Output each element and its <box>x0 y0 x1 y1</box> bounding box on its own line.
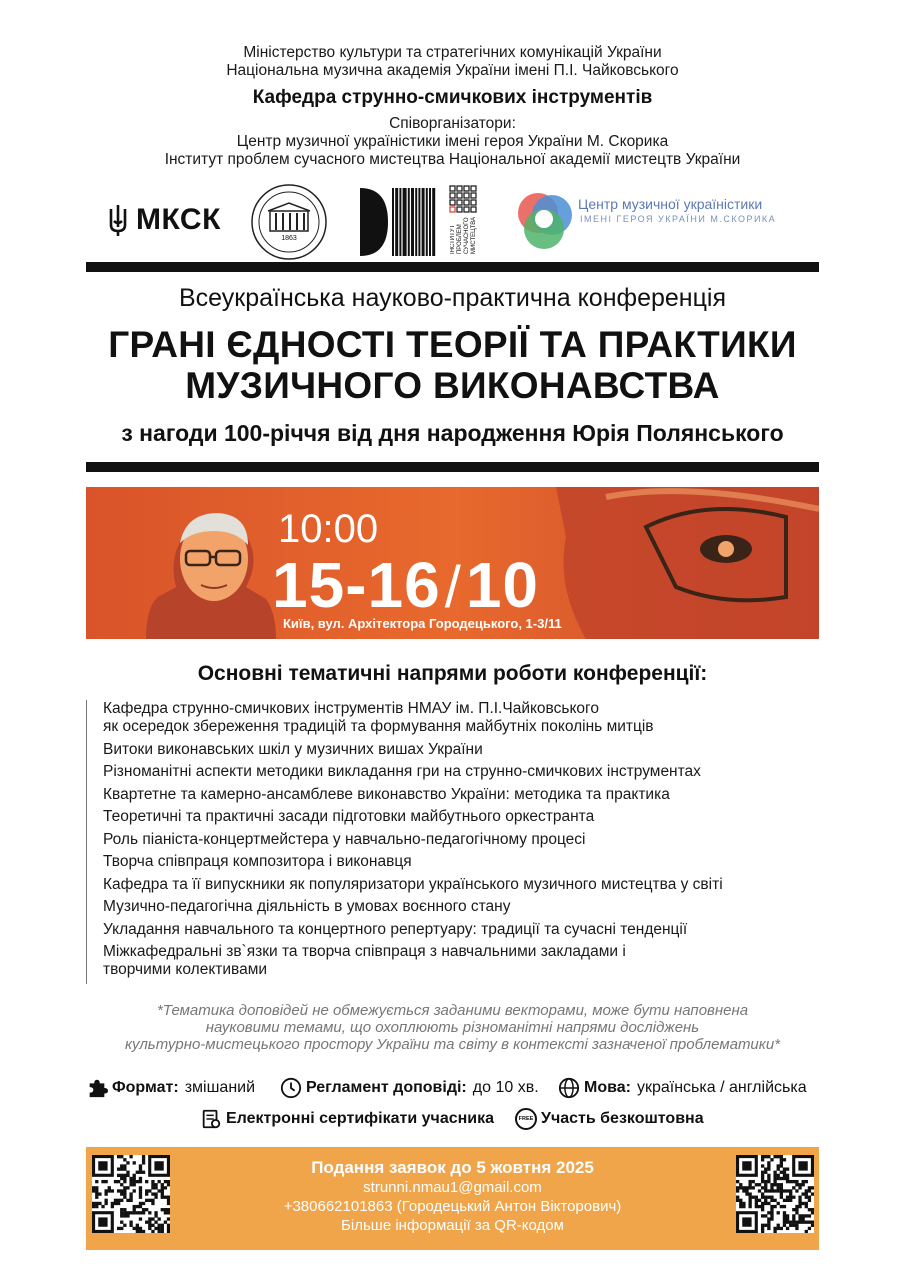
topic-item: Творча співпраця композитора і виконавця <box>103 853 412 870</box>
coorganizers-label: Співорганізатори: <box>389 115 516 132</box>
topic-item: Кафедра струнно-смичкових інструментів НМАУ ім. П.І.Чайковського <box>103 700 599 717</box>
center-subname: ІМЕНІ ГЕРОЯ УКРАЇНИ М.СКОРИКА <box>580 214 777 224</box>
seal-year: 1863 <box>281 235 297 242</box>
clock-icon <box>280 1077 302 1099</box>
institute-logo <box>448 184 492 256</box>
topics-list <box>86 700 823 984</box>
event-days: 15-16 <box>272 549 441 621</box>
topic-item: Кафедра та її випускники як популяризатори українського музичного мистецтва у світі <box>103 875 723 893</box>
bottom-divider <box>86 462 819 472</box>
event-dates <box>272 548 539 622</box>
conference-occasion: з нагоди 100-річчя від дня народження Юрія Полянського <box>121 420 784 446</box>
trident-icon <box>108 203 128 237</box>
coorganizer-2: Інститут проблем сучасного мистецтва Національної академії мистецтв України <box>164 151 741 168</box>
institute-text: ІНСТИТУТ ПРОБЛЕМ СУЧАСНОГО МИСТЕЦТВА <box>450 216 477 254</box>
topic-item: Роль піаніста-концертмейстера у навчально-педагогічному процесі <box>103 830 586 848</box>
certificates-info <box>200 1108 494 1130</box>
top-divider <box>86 262 819 272</box>
free-text: Участь безкоштовна <box>541 1110 704 1127</box>
department-barcode-logo <box>358 184 436 260</box>
free-info <box>515 1108 704 1130</box>
topic-item: Теоретичні та практичні засади підготовки майбутнього оркестранта <box>103 808 595 825</box>
center-logo-emblem <box>508 183 580 255</box>
mksk-logo <box>108 200 221 240</box>
note-line-1: *Тематика доповідей не обмежується заданими векторами, може бути наповнена <box>156 1002 749 1019</box>
format-label: Формат: <box>112 1079 179 1096</box>
conference-title-line-1: ГРАНІ ЄДНОСТІ ТЕОРІЇ ТА ПРАКТИКИ <box>108 324 797 365</box>
mksk-text: МКСК <box>136 203 221 236</box>
ministry-line: Міністерство культури та стратегічних комунікацій України <box>243 44 662 61</box>
globe-icon <box>558 1077 580 1099</box>
deadline-text: Подання заявок до 5 жовтня 2025 <box>311 1158 594 1177</box>
coorganizer-1: Центр музичної україністики імені героя України М. Скорика <box>236 133 669 150</box>
academy-line: Національна музична академія України імені П.І. Чайковського <box>226 62 679 79</box>
topic-item: Витоки виконавських шкіл у музичних вишах України <box>103 740 483 758</box>
topic-item: Різноманітні аспекти методики викладання гри на струнно-смичкових інструментах <box>103 763 701 780</box>
duration-label: Регламент доповіді: <box>306 1079 467 1096</box>
event-address: Київ, вул. Архітектора Городецького, 1-3/11 <box>283 616 562 631</box>
note-line-3: культурно-мистецького простору України та світу в контексті зазначеної проблематики* <box>124 1036 781 1053</box>
event-time: 10:00 <box>278 507 379 551</box>
language-label: Мова: <box>584 1079 631 1096</box>
contact-email[interactable]: strunni.nmau1@gmail.com <box>363 1179 542 1196</box>
topic-item: Музично-педагогічна діяльність в умовах воєнного стану <box>103 898 511 915</box>
more-info-text: Більше інформації за QR-кодом <box>341 1217 564 1234</box>
duration-value: до 10 хв. <box>472 1079 539 1096</box>
format-info <box>86 1077 255 1099</box>
event-month: 10 <box>465 549 539 621</box>
department-title: Кафедра струнно-смичкових інструментів <box>252 87 653 108</box>
topic-item: творчими колективами <box>103 961 268 978</box>
certificates-text: Електронні сертифікати учасника <box>226 1110 495 1127</box>
academy-seal-logo <box>250 183 328 261</box>
duration-info <box>280 1077 539 1099</box>
format-value: змішаний <box>184 1079 256 1096</box>
conference-type: Всеукраїнська науково-практична конференція <box>178 284 727 312</box>
contact-phone[interactable]: +380662101863 (Городецький Антон Вікторович) <box>283 1198 622 1215</box>
topic-item: Квартетне та камерно-ансамблеве виконавство України: методика та практика <box>103 785 670 803</box>
center-name: Центр музичної україністики <box>578 196 763 212</box>
note-line-2: науковими темами, що охоплюють різноманітні напрями досліджень <box>205 1019 700 1036</box>
topic-item: Міжкафедральні зв`язки та творча співпраця з навчальними закладами і <box>103 943 626 960</box>
free-badge-icon: FREE <box>515 1108 537 1130</box>
language-value: українська / англійська <box>636 1079 807 1096</box>
conference-title-line-2: МУЗИЧНОГО ВИКОНАВСТВА <box>185 365 720 406</box>
topics-heading: Основні тематичні напрями роботи конференції: <box>197 662 708 685</box>
date-slash: / <box>444 555 462 620</box>
puzzle-icon <box>86 1077 108 1099</box>
topic-item: як осередок збереження традицій та формування майбутніх поколінь митців <box>103 718 654 735</box>
language-info <box>558 1077 807 1099</box>
certificate-icon <box>200 1108 222 1130</box>
topic-item: Укладання навчального та концертного репертуару: традиції та сучасні тенденції <box>103 920 688 938</box>
